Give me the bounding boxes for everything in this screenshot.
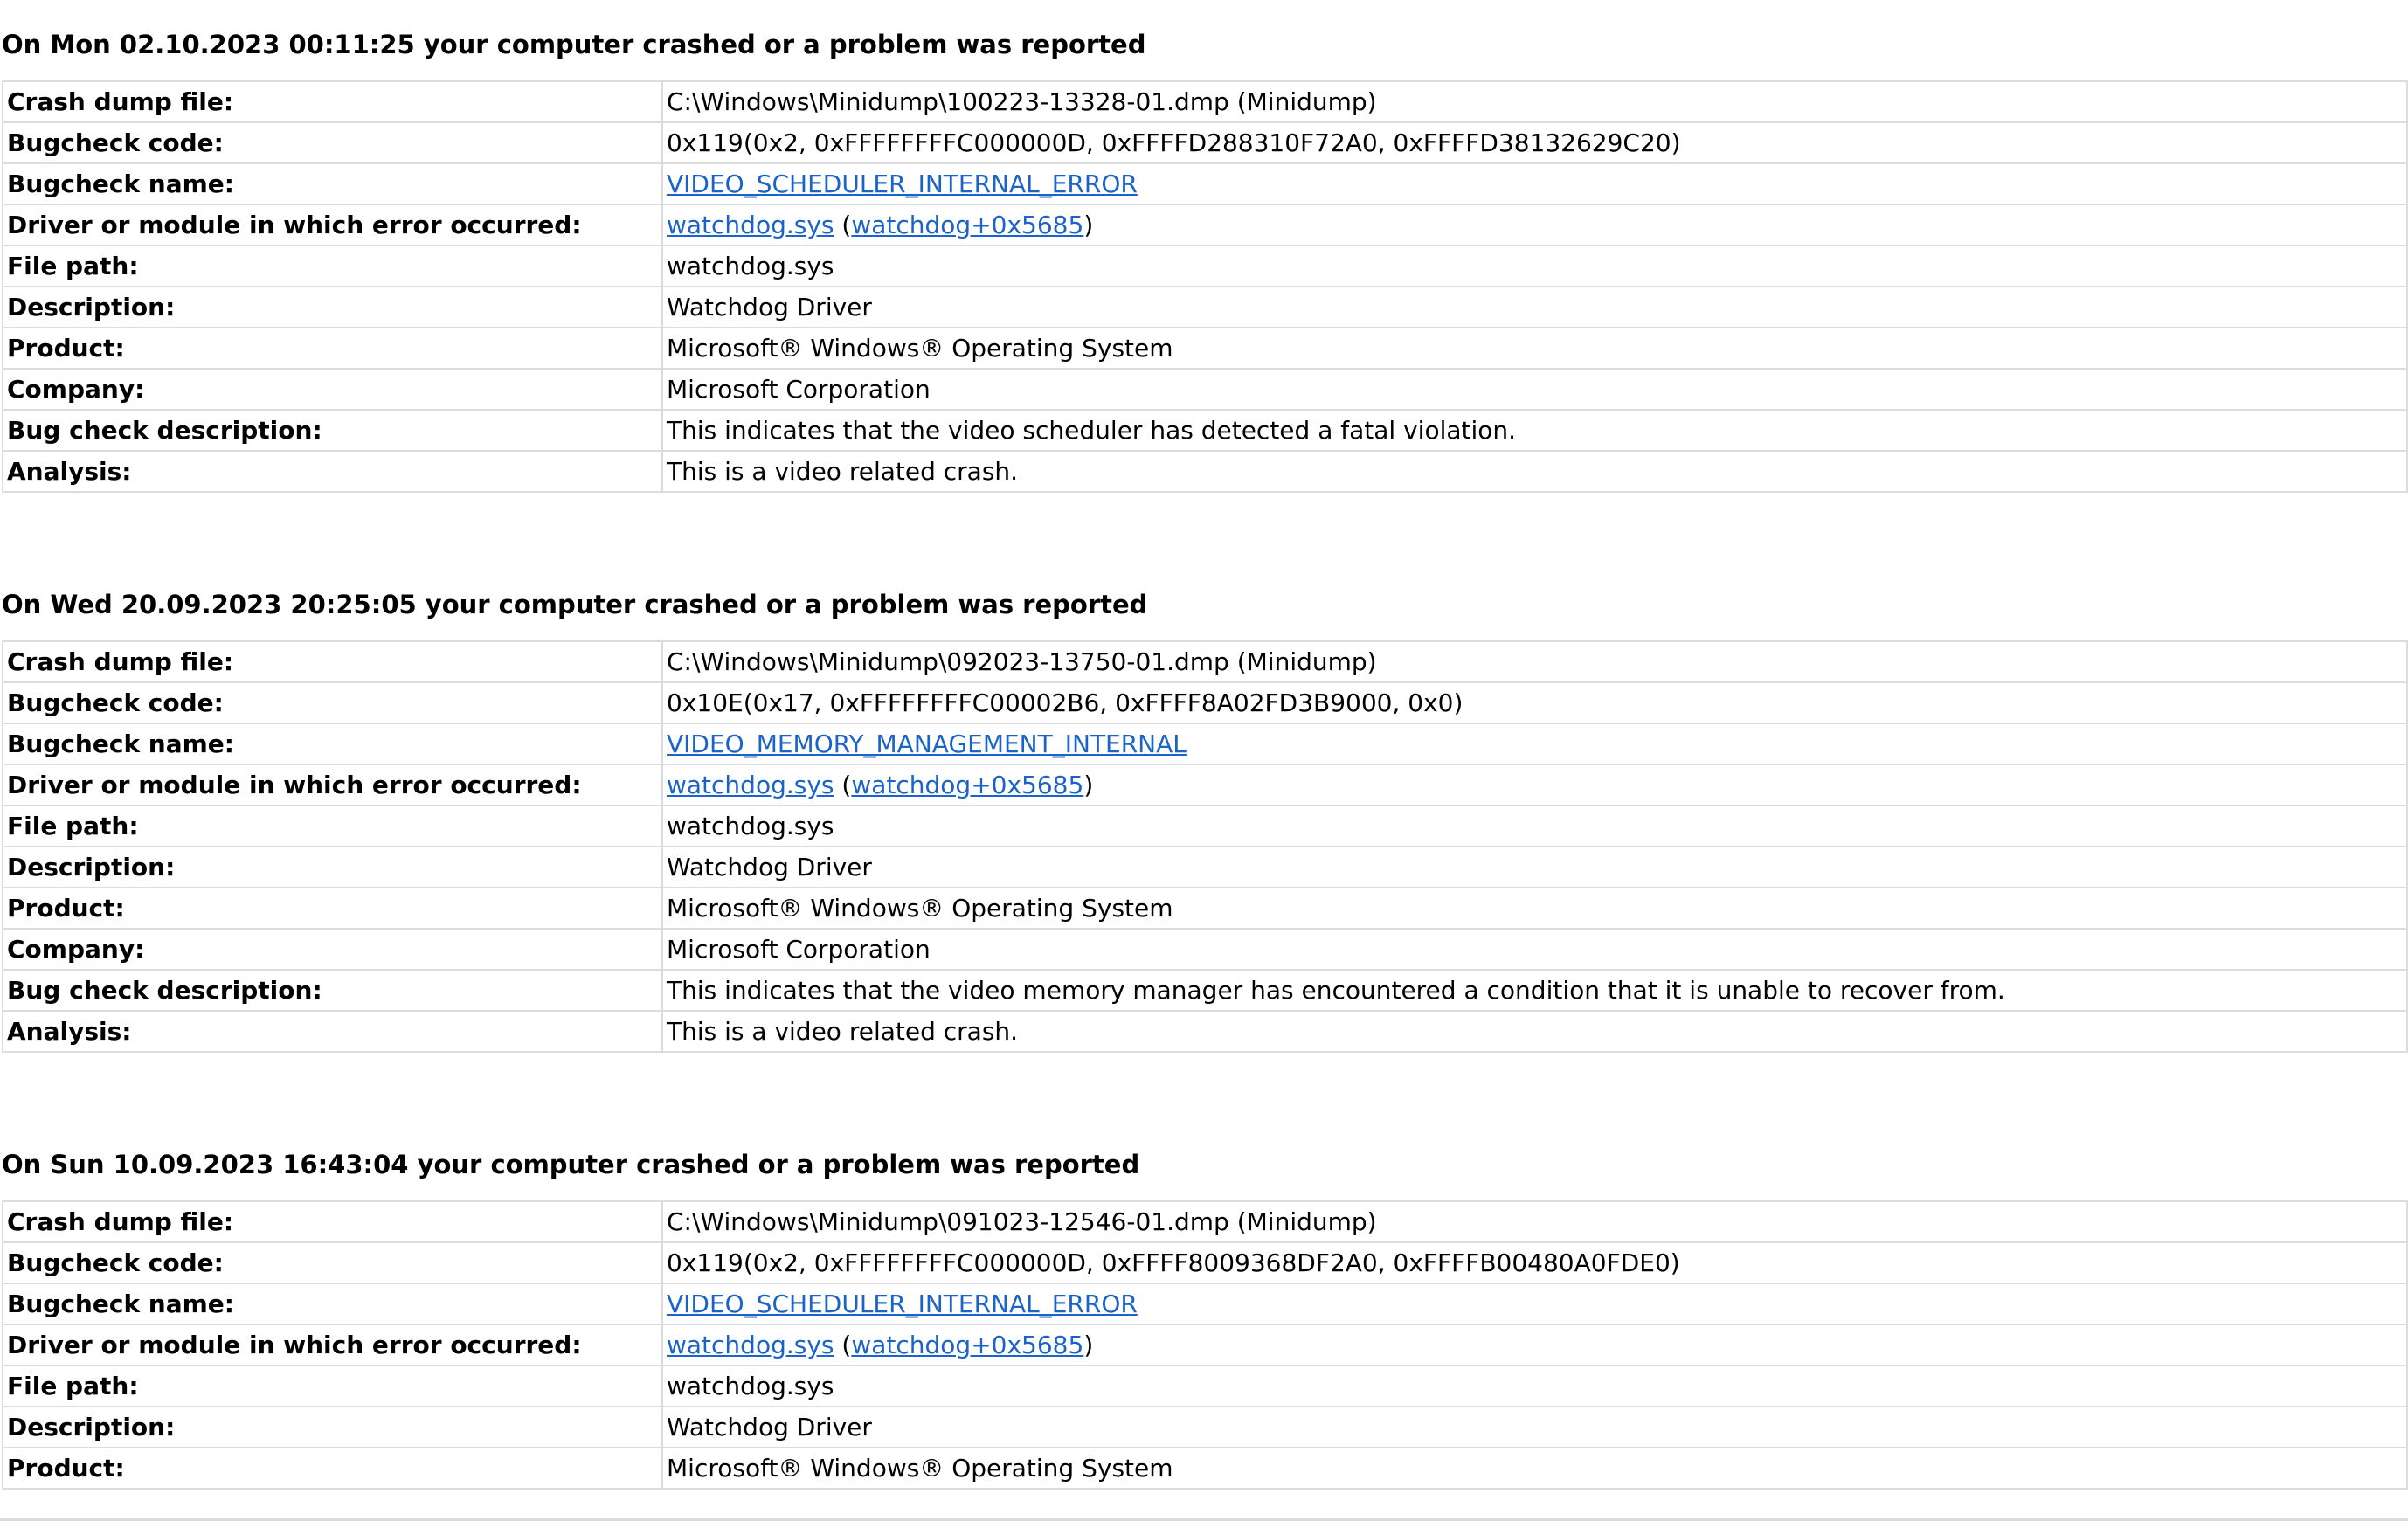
file-path-value: watchdog.sys [662, 1366, 2407, 1407]
bug-check-description-label: Bug check description: [3, 970, 662, 1011]
driver-offset-link[interactable]: watchdog+0x5685 [851, 771, 1084, 799]
table-row [3, 287, 2407, 328]
table-row [3, 970, 2407, 1011]
crash-details-table [2, 80, 2408, 493]
file-path-value: watchdog.sys [662, 805, 2407, 847]
crash-details-table [2, 640, 2408, 1053]
table-row [3, 81, 2407, 122]
crash-dump-file-label: Crash dump file: [3, 641, 662, 682]
company-value: Microsoft Corporation [662, 369, 2407, 410]
crash-details-table [2, 1200, 2408, 1490]
description-label: Description: [3, 847, 662, 888]
description-label: Description: [3, 287, 662, 328]
table-row [3, 163, 2407, 204]
file-path-label: File path: [3, 805, 662, 847]
table-row [3, 328, 2407, 369]
bugcheck-name-label: Bugcheck name: [3, 723, 662, 764]
driver-offset-link[interactable]: watchdog+0x5685 [851, 211, 1084, 239]
bugcheck-name-cell [662, 163, 2407, 204]
bugcheck-name-cell [662, 723, 2407, 764]
driver-module-label: Driver or module in which error occurred: [3, 1324, 662, 1366]
product-value: Microsoft® Windows® Operating System [662, 328, 2407, 369]
crash-report-1 [0, 24, 2408, 514]
table-row [3, 1366, 2407, 1407]
table-row [3, 1324, 2407, 1366]
table-row [3, 1242, 2407, 1283]
product-value: Microsoft® Windows® Operating System [662, 1448, 2407, 1489]
bugcheck-code-label: Bugcheck code: [3, 122, 662, 163]
crash-dump-file-value: C:\Windows\Minidump\092023-13750-01.dmp (Minidump) [662, 641, 2407, 682]
product-label: Product: [3, 888, 662, 929]
table-row [3, 122, 2407, 163]
driver-module-label: Driver or module in which error occurred: [3, 204, 662, 245]
table-row [3, 764, 2407, 805]
driver-file-link[interactable]: watchdog.sys [667, 771, 834, 799]
table-row [3, 847, 2407, 888]
bugcheck-code-label: Bugcheck code: [3, 1242, 662, 1283]
table-row [3, 1011, 2407, 1052]
paren-open: ( [834, 1331, 852, 1359]
crash-dump-file-value: C:\Windows\Minidump\091023-12546-01.dmp (Minidump) [662, 1201, 2407, 1242]
driver-module-cell [662, 204, 2407, 245]
driver-module-cell [662, 1324, 2407, 1366]
company-label: Company: [3, 929, 662, 970]
driver-file-link[interactable]: watchdog.sys [667, 211, 834, 239]
driver-offset-link[interactable]: watchdog+0x5685 [851, 1331, 1084, 1359]
product-label: Product: [3, 1448, 662, 1489]
bugcheck-name-link[interactable]: VIDEO_SCHEDULER_INTERNAL_ERROR [667, 1289, 1138, 1318]
table-row [3, 929, 2407, 970]
paren-open: ( [834, 771, 852, 799]
crash-dump-file-value: C:\Windows\Minidump\100223-13328-01.dmp (Minidump) [662, 81, 2407, 122]
paren-close: ) [1083, 771, 1094, 799]
table-row [3, 451, 2407, 492]
table-row [3, 1283, 2407, 1324]
crash-dump-file-label: Crash dump file: [3, 1201, 662, 1242]
company-value: Microsoft Corporation [662, 929, 2407, 970]
report-heading: On Wed 20.09.2023 20:25:05 your computer crashed or a problem was reported [2, 590, 1148, 619]
driver-module-label: Driver or module in which error occurred: [3, 764, 662, 805]
table-row [3, 723, 2407, 764]
table-row [3, 1201, 2407, 1242]
table-row [3, 1407, 2407, 1448]
driver-module-cell [662, 764, 2407, 805]
table-row [3, 888, 2407, 929]
file-path-label: File path: [3, 245, 662, 287]
file-path-value: watchdog.sys [662, 245, 2407, 287]
table-row [3, 641, 2407, 682]
paren-open: ( [834, 211, 852, 239]
bugcheck-code-value: 0x119(0x2, 0xFFFFFFFFC000000D, 0xFFFF8009368DF2A0, 0xFFFFB00480A0FDE0) [662, 1242, 2407, 1283]
table-row [3, 805, 2407, 847]
bugcheck-code-label: Bugcheck code: [3, 682, 662, 723]
product-label: Product: [3, 328, 662, 369]
paren-close: ) [1083, 211, 1094, 239]
table-row [3, 1448, 2407, 1489]
crash-report-3 [0, 1144, 2408, 1525]
table-row [3, 245, 2407, 287]
bugcheck-name-link[interactable]: VIDEO_MEMORY_MANAGEMENT_INTERNAL [667, 729, 1187, 758]
analysis-value: This is a video related crash. [662, 1011, 2407, 1052]
report-heading: On Sun 10.09.2023 16:43:04 your computer crashed or a problem was reported [2, 1150, 1140, 1179]
paren-close: ) [1083, 1331, 1094, 1359]
description-value: Watchdog Driver [662, 847, 2407, 888]
analysis-value: This is a video related crash. [662, 451, 2407, 492]
content-cutoff-edge [0, 1518, 2408, 1528]
crash-report-2 [0, 584, 2408, 1074]
report-heading: On Mon 02.10.2023 00:11:25 your computer crashed or a problem was reported [2, 30, 1146, 59]
bug-check-description-label: Bug check description: [3, 410, 662, 451]
table-row [3, 369, 2407, 410]
bugcheck-name-label: Bugcheck name: [3, 1283, 662, 1324]
description-value: Watchdog Driver [662, 287, 2407, 328]
file-path-label: File path: [3, 1366, 662, 1407]
analysis-label: Analysis: [3, 451, 662, 492]
table-row [3, 682, 2407, 723]
crash-dump-file-label: Crash dump file: [3, 81, 662, 122]
bugcheck-name-link[interactable]: VIDEO_SCHEDULER_INTERNAL_ERROR [667, 169, 1138, 198]
analysis-label: Analysis: [3, 1011, 662, 1052]
table-row [3, 204, 2407, 245]
table-row [3, 410, 2407, 451]
description-label: Description: [3, 1407, 662, 1448]
bugcheck-code-value: 0x119(0x2, 0xFFFFFFFFC000000D, 0xFFFFD288310F72A0, 0xFFFFD38132629C20) [662, 122, 2407, 163]
product-value: Microsoft® Windows® Operating System [662, 888, 2407, 929]
bugcheck-code-value: 0x10E(0x17, 0xFFFFFFFFC00002B6, 0xFFFF8A02FD3B9000, 0x0) [662, 682, 2407, 723]
bug-check-description-value: This indicates that the video memory manager has encountered a condition that it is unable to recover from. [662, 970, 2407, 1011]
bugcheck-name-cell [662, 1283, 2407, 1324]
driver-file-link[interactable]: watchdog.sys [667, 1331, 834, 1359]
bug-check-description-value: This indicates that the video scheduler has detected a fatal violation. [662, 410, 2407, 451]
bugcheck-name-label: Bugcheck name: [3, 163, 662, 204]
description-value: Watchdog Driver [662, 1407, 2407, 1448]
company-label: Company: [3, 369, 662, 410]
